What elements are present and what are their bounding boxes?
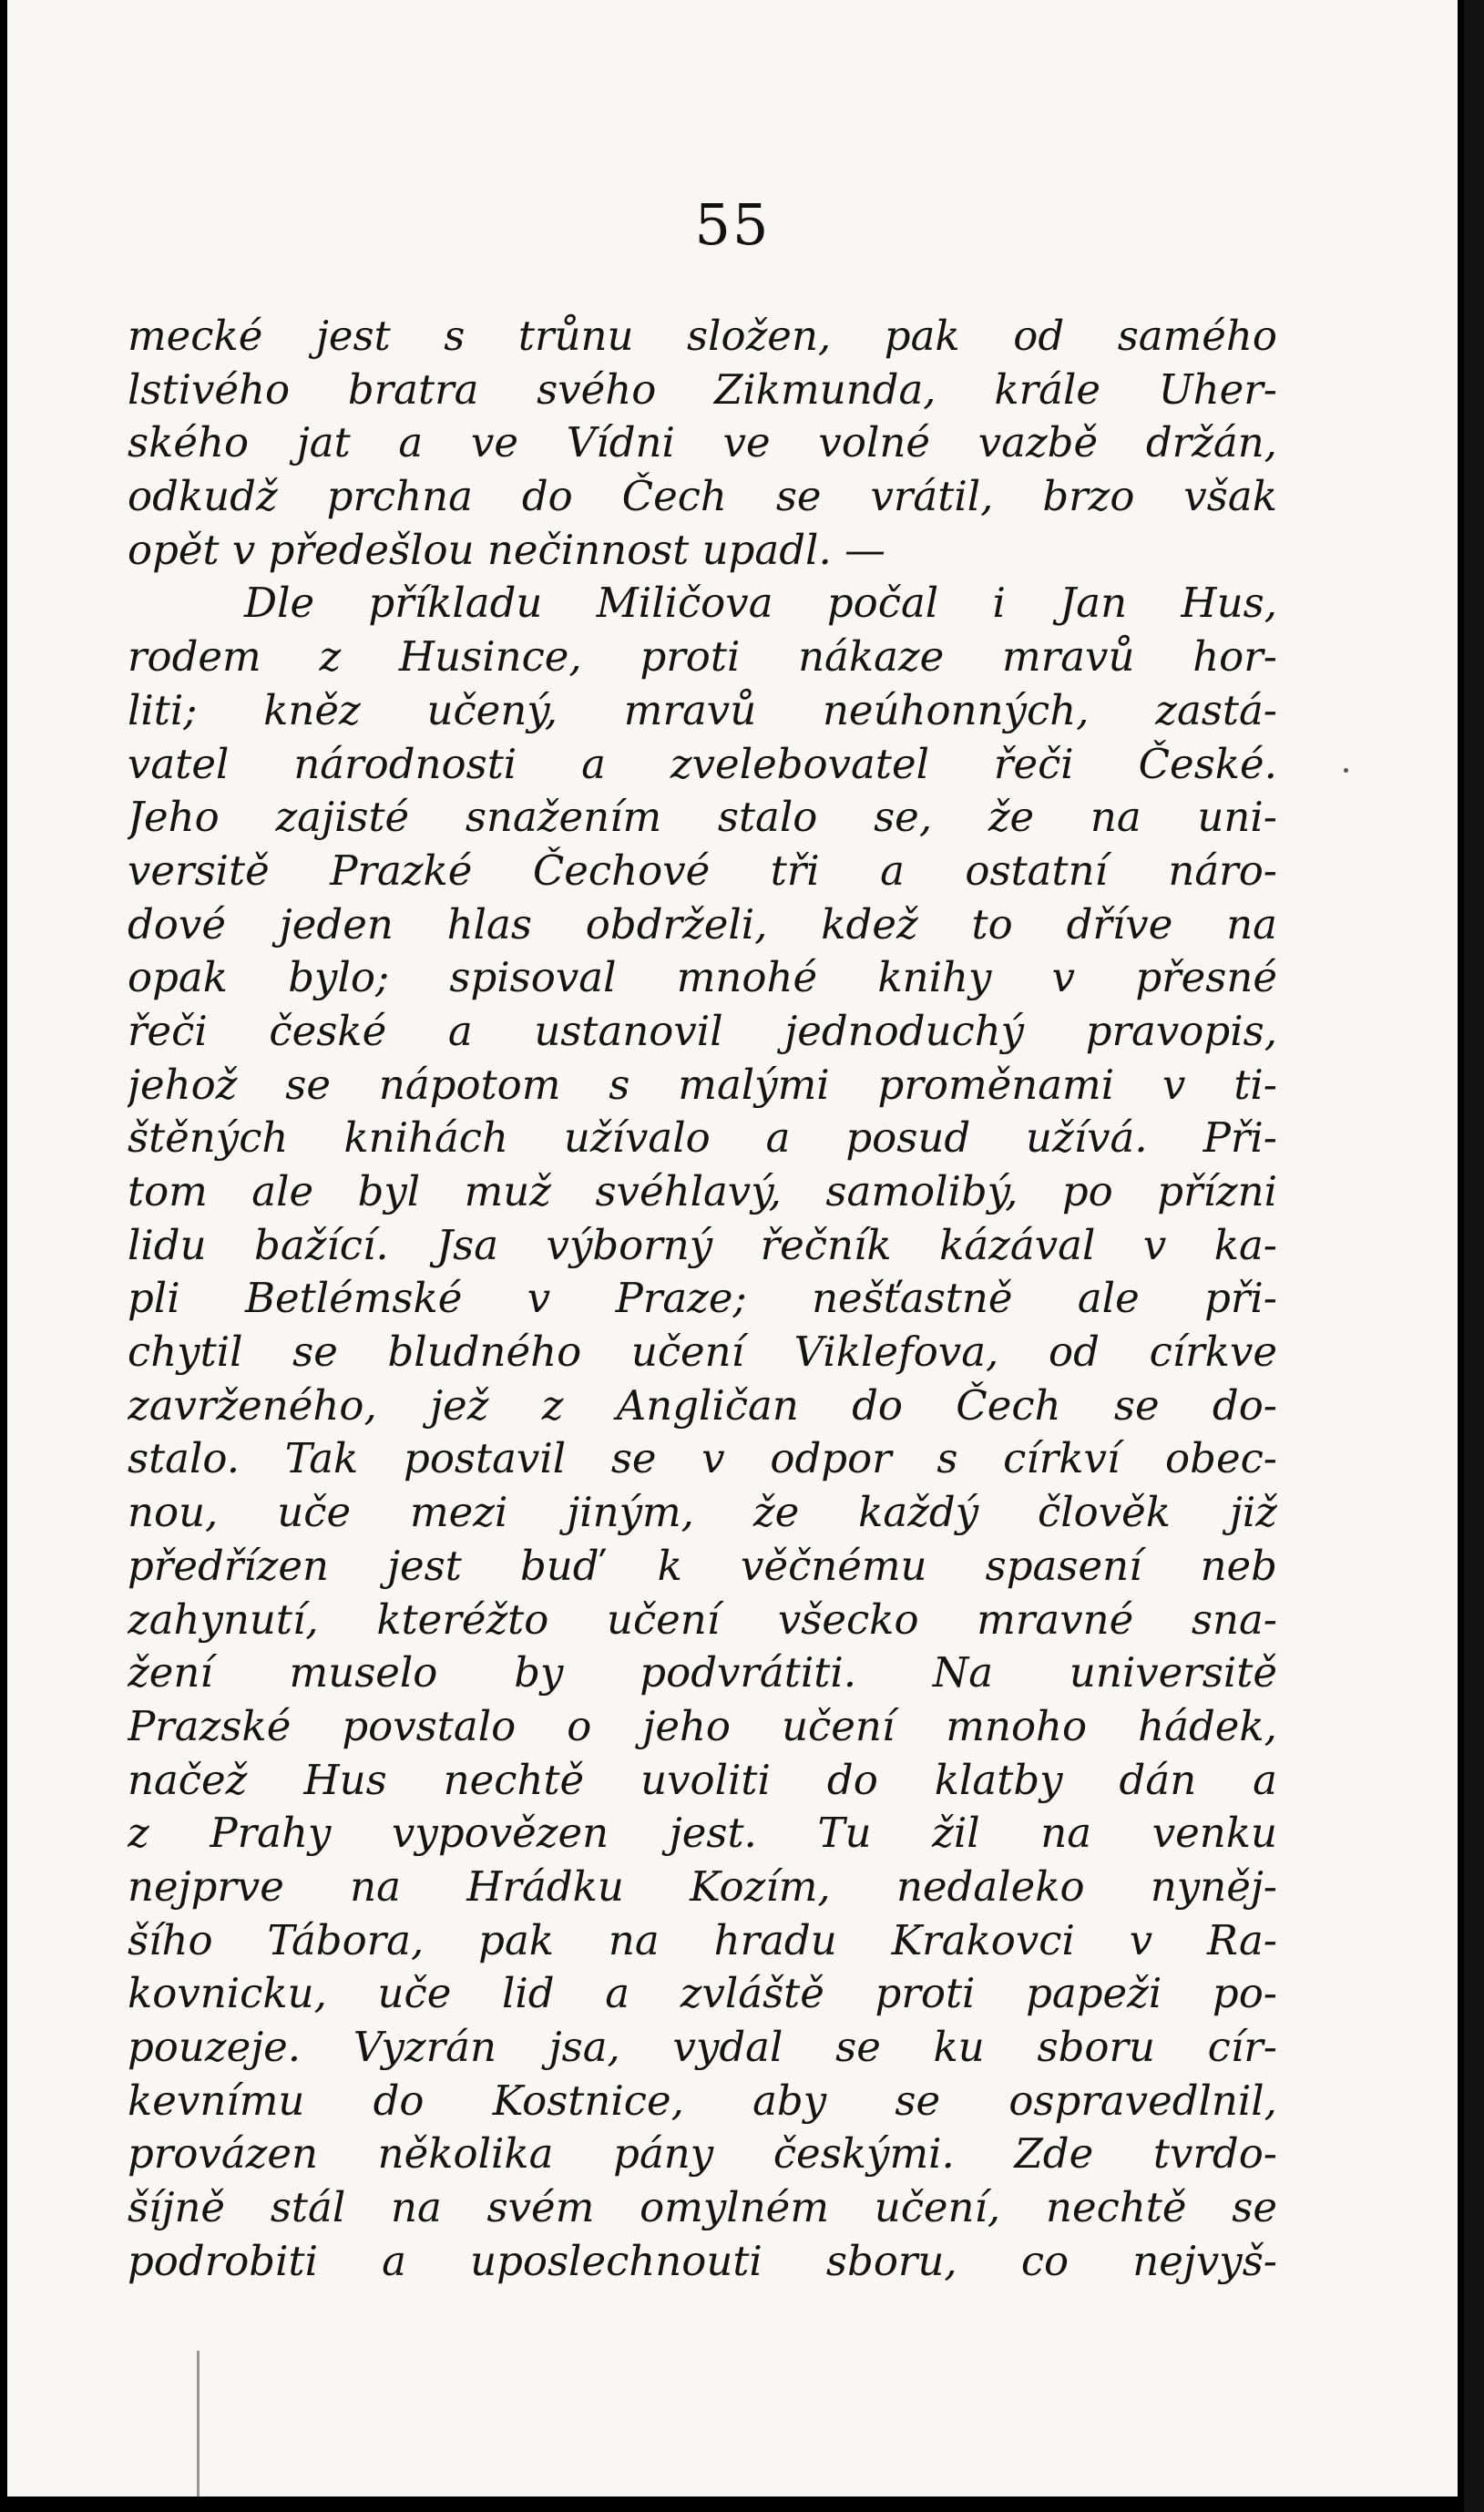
text-line: nejprve na Hrádku Kozím, nedaleko nyněj- xyxy=(128,1861,1277,1911)
scan-mark xyxy=(197,2351,200,2497)
text-line: žení muselo by podvrátiti. Na universitě xyxy=(128,1648,1277,1697)
text-line: předřízen jest buď k věčnému spasení neb xyxy=(128,1541,1277,1590)
text-line: lstivého bratra svého Zikmunda, krále Uher- xyxy=(128,364,1277,414)
text-line: štěných knihách užívalo a posud užívá. Při- xyxy=(128,1113,1277,1163)
text-line: stalo. Tak postavil se v odpor s církví obec- xyxy=(128,1434,1277,1483)
text-line: vatel národnosti a zvelebovatel řeči České. xyxy=(128,739,1277,788)
text-line: versitě Prazké Čechové tři a ostatní náro- xyxy=(128,846,1277,895)
text-line: Dle příkladu Miličova počal i Jan Hus, xyxy=(244,579,1277,628)
text-line: šíjně stál na svém omylném učení, nechtě se xyxy=(128,2183,1277,2232)
text-line: mecké jest s trůnu složen, pak od samého xyxy=(128,312,1277,360)
page-number: 55 xyxy=(694,191,771,258)
text-line: provázen několika pány českými. Zde tvrdo- xyxy=(128,2129,1277,2179)
text-line: lidu bažící. Jsa výborný řečník kázával v ka- xyxy=(128,1220,1277,1269)
text-line: rodem z Husince, proti nákaze mravů hor- xyxy=(128,632,1277,682)
text-line: odkudž prchna do Čech se vrátil, brzo však xyxy=(128,472,1277,521)
body-text xyxy=(128,310,1277,2288)
text-line: zahynutí, kteréžto učení všecko mravné sna- xyxy=(128,1594,1277,1644)
text-line: nou, uče mezi jiným, že každý člověk již xyxy=(128,1488,1277,1537)
text-line: liti; kněz učený, mravů neúhonných, zastá- xyxy=(128,685,1277,734)
text-line: chytil se bludného učení Viklefova, od církve xyxy=(128,1328,1277,1377)
text-line: pouzeje. Vyzrán jsa, vydal se ku sboru cír- xyxy=(128,2023,1277,2071)
text-line: podrobiti a uposlechnouti sboru, co nejvyš- xyxy=(128,2236,1277,2285)
text-line: zavrženého, jež z Angličan do Čech se do- xyxy=(128,1380,1277,1430)
text-line: opak bylo; spisoval mnohé knihy v přesné xyxy=(128,953,1277,1002)
text-line: řeči české a ustanovil jednoduchý pravopis, xyxy=(128,1006,1277,1055)
text-line: kevnímu do Kostnice, aby se ospravedlnil, xyxy=(128,2076,1277,2125)
text-line: tom ale byl muž svéhlavý, samolibý, po přízni xyxy=(128,1167,1277,1215)
book-page xyxy=(7,0,1458,2497)
text-line: načež Hus nechtě uvoliti do klatby dán a xyxy=(128,1755,1277,1804)
text-line: ského jat a ve Vídni ve volné vazbě držán, xyxy=(128,418,1277,467)
text-line: dové jeden hlas obdrželi, kdež to dříve na xyxy=(128,899,1277,948)
text-line: kovnicku, uče lid a zvláště proti papeži po- xyxy=(128,1969,1277,2018)
text-line: jehož se nápotom s malými proměnami v ti- xyxy=(128,1060,1277,1109)
text-line: opět v předešlou nečinnost upadl. — xyxy=(128,525,886,574)
text-line: pli Betlémské v Praze; nešťastně ale při- xyxy=(128,1274,1277,1323)
text-line: Prazské povstalo o jeho učení mnoho hádek, xyxy=(128,1701,1277,1750)
text-line: Jeho zajisté snažením stalo se, že na uni- xyxy=(128,793,1277,842)
scan-speck xyxy=(1344,768,1348,773)
text-line: z Prahy vypovězen jest. Tu žil na venku xyxy=(128,1809,1277,1858)
text-line: šího Tábora, pak na hradu Krakovci v Ra- xyxy=(128,1915,1277,1964)
scan-border xyxy=(1464,0,1484,2512)
